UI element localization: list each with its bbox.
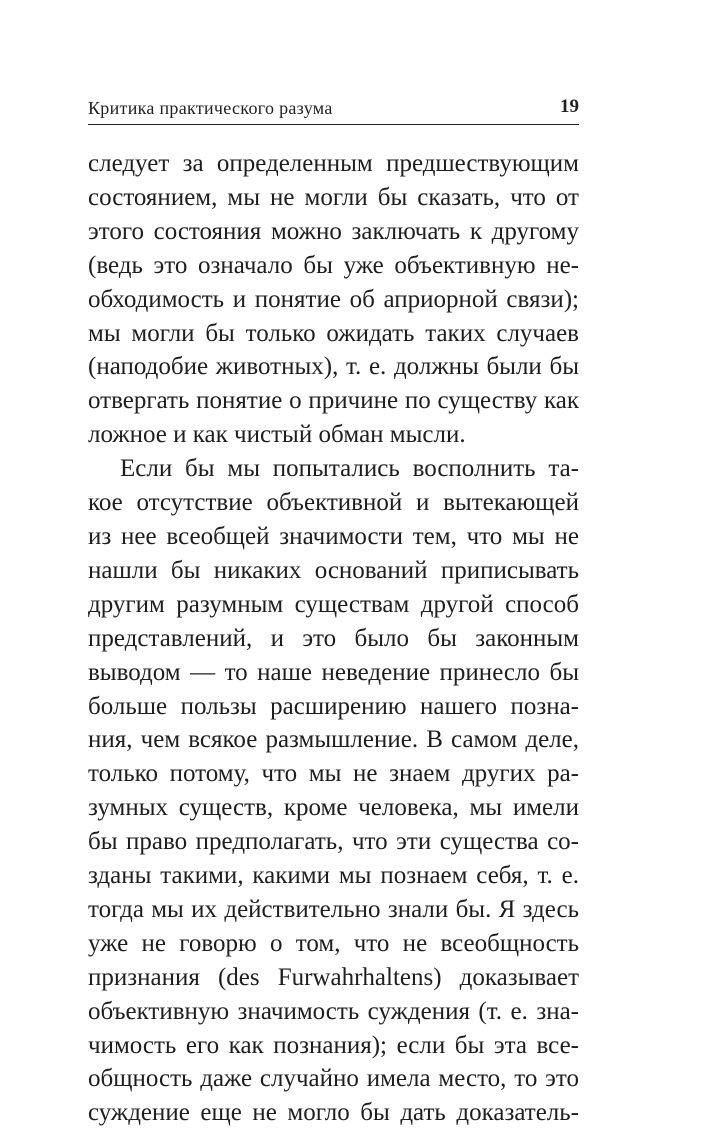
text-line: только потому, что мы не знаем других ра- <box>88 760 579 788</box>
text-line: другим разумным существам другой способ <box>88 590 579 618</box>
text-line: кое отсутствие объективной и вытекающей <box>88 489 579 517</box>
text-line: следует за определенным предшествующим <box>88 150 579 177</box>
page-number: 19 <box>560 96 579 117</box>
text-line: тогда мы их действительно знали бы. Я здесь <box>88 895 579 923</box>
text-line: зумных существ, кроме человека, мы имели <box>88 794 579 822</box>
text-line: нашли бы никаких оснований приписывать <box>88 556 579 584</box>
text-line: из нее всеобщей значимости тем, что мы не <box>88 522 579 550</box>
text-line: отвергать понятие о причине по существу как <box>88 387 579 415</box>
running-title: Критика практического разума <box>88 98 333 118</box>
text-line: (наподобие животных), т. е. должны были бы <box>88 353 579 381</box>
text-line: ния, чем всякое размышление. В самом деле, <box>88 726 579 754</box>
paragraph-1 <box>88 147 579 452</box>
text-line: суждение еще не могло бы дать доказатель- <box>88 1099 579 1127</box>
text-line: состоянием, мы не могли бы сказать, что от <box>88 183 579 211</box>
text-line: объективную значимость суждения (т. е. зна- <box>88 997 579 1025</box>
text-line: бы право предполагать, что эти существа со- <box>88 828 579 856</box>
text-line: представлений, и это было бы законным <box>88 624 579 652</box>
text-line: (ведь это означало бы уже объективную не- <box>88 251 579 279</box>
text-line: общность даже случайно имела место, то это <box>88 1065 579 1093</box>
text-line: ложное и как чистый обман мысли. <box>88 421 466 449</box>
running-header <box>88 92 579 125</box>
text-line: мы могли бы только ожидать таких случаев <box>88 319 579 347</box>
text-line: выводом — то наше неведение принесло бы <box>88 658 579 686</box>
text-line: Если бы мы попытались восполнить та- <box>120 455 579 483</box>
text-line: чимость его как познания); если бы эта все- <box>88 1031 579 1059</box>
text-line: обходимость и понятие об априорной связи); <box>88 285 579 313</box>
text-line: зданы такими, какими мы познаем себя, т. е. <box>88 862 579 890</box>
paragraph-2 <box>88 452 579 1130</box>
text-line: больше пользы расширению нашего позна- <box>88 692 579 720</box>
text-line: этого состояния можно заключать к другому <box>88 217 579 245</box>
body-text <box>88 147 579 1130</box>
text-line: признания (des Furwahrhaltens) доказывает <box>88 963 579 991</box>
text-line: уже не говорю о том, что не всеобщность <box>88 929 579 957</box>
